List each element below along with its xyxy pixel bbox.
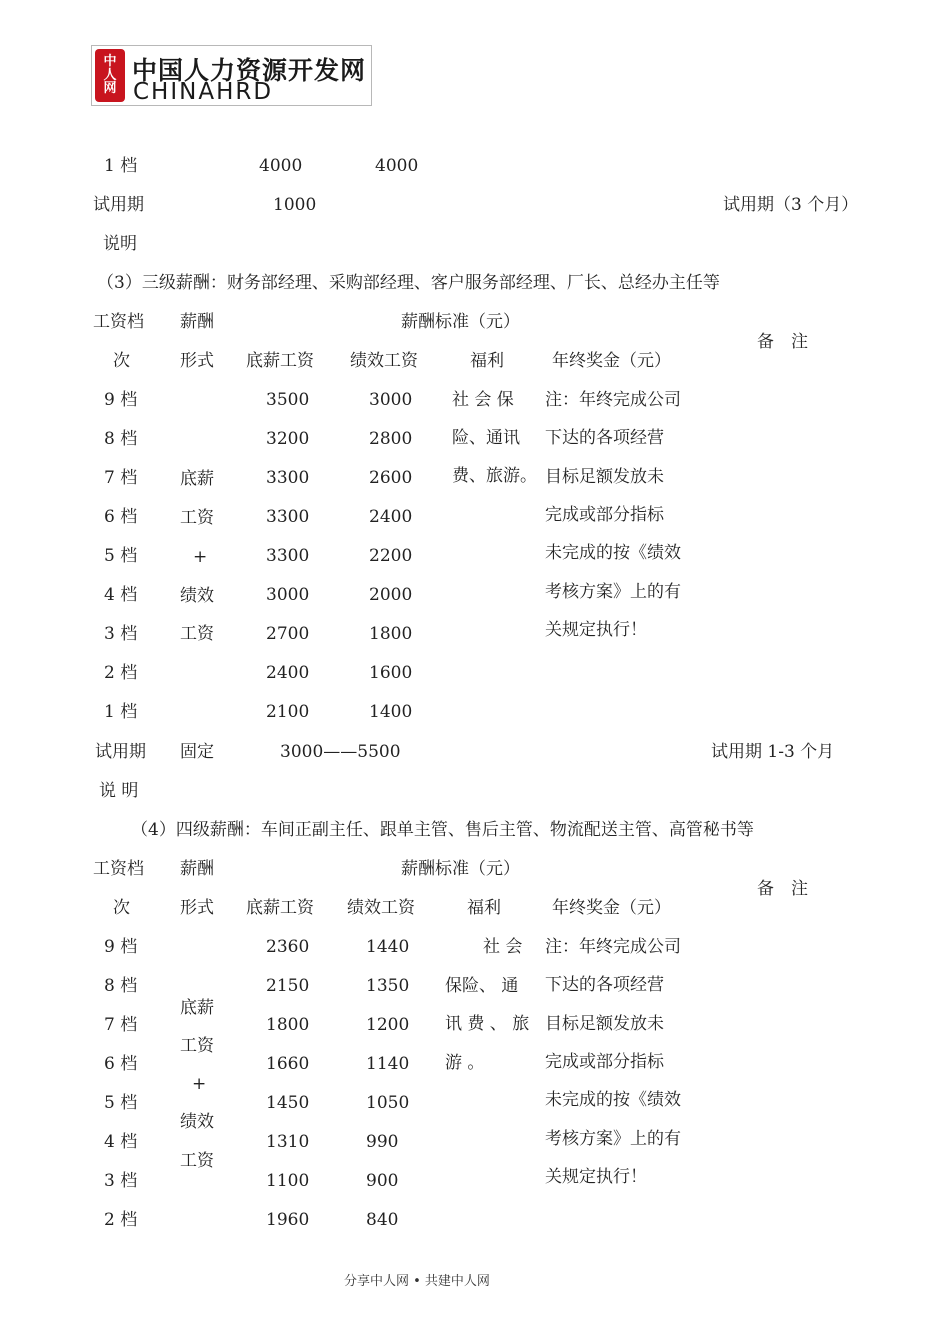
section4-header-standard: 薪酬标准（元） [401, 859, 520, 879]
section3-probation-value: 3000——5500 [280, 742, 401, 762]
salary-grade-cell: 4 档 [104, 585, 138, 605]
salary-grade-cell: 9 档 [104, 937, 138, 957]
section4-header-form: 形式 [180, 898, 214, 918]
salary-form-text: 底薪 [180, 469, 214, 489]
salary-form-text: + [193, 547, 208, 567]
base-salary-cell: 1960 [266, 1210, 310, 1230]
logo-mark-char: 网 [103, 81, 117, 97]
section3-probation-form: 固定 [180, 742, 214, 762]
top-row-grade: 1 档 [104, 156, 138, 176]
bonus-note-text: 下达的各项经营 [545, 975, 664, 996]
base-salary-cell: 2150 [266, 976, 310, 996]
performance-salary-cell: 2400 [369, 507, 413, 527]
section3-header-grade: 次 [113, 351, 130, 371]
base-salary-cell: 3300 [266, 507, 310, 527]
bonus-note-text: 下达的各项经营 [545, 428, 664, 449]
section3-header-standard: 薪酬标准（元） [401, 312, 520, 332]
base-salary-cell: 1100 [266, 1171, 310, 1191]
salary-grade-cell: 5 档 [104, 1093, 138, 1113]
salary-grade-cell: 8 档 [104, 976, 138, 996]
salary-grade-cell: 3 档 [104, 1171, 138, 1191]
base-salary-cell: 2700 [266, 624, 310, 644]
base-salary-cell: 1450 [266, 1093, 310, 1113]
section4-header-base: 底薪工资 [246, 898, 314, 918]
section3-header-perf: 绩效工资 [350, 351, 418, 371]
performance-salary-cell: 1800 [369, 624, 413, 644]
bonus-note-text: 考核方案》上的有 [545, 1128, 681, 1149]
bonus-note-text: 完成或部分指标 [545, 504, 664, 525]
section3-probation-label: 试用期 [95, 742, 146, 762]
base-salary-cell: 3200 [266, 429, 310, 449]
section3-header-bonus: 年终奖金（元） [552, 351, 671, 371]
salary-form-text: 工资 [180, 1036, 214, 1056]
salary-grade-cell: 4 档 [104, 1132, 138, 1152]
top-row-base: 4000 [259, 156, 303, 176]
section3-header-form: 薪酬 [180, 312, 214, 332]
performance-salary-cell: 1350 [366, 976, 410, 996]
section3-header-welfare: 福利 [470, 351, 504, 371]
bonus-note-text: 关规定执行！ [545, 1166, 647, 1187]
salary-form-text: 工资 [180, 508, 214, 528]
logo-english-text: CHINAHRD [133, 79, 274, 105]
salary-grade-cell: 1 档 [104, 702, 138, 722]
bonus-note-text: 关规定执行！ [545, 619, 647, 640]
page-footer: 分享中人网 • 共建中人网 [344, 1274, 490, 1289]
salary-grade-cell: 2 档 [104, 663, 138, 683]
salary-form-text: + [192, 1074, 207, 1094]
logo-mark-char: 人 [103, 67, 117, 83]
welfare-text: 社 会 保 [452, 390, 514, 410]
base-salary-cell: 2360 [266, 937, 310, 957]
salary-grade-cell: 6 档 [104, 1054, 138, 1074]
logo-mark [95, 49, 125, 102]
top-probation-note: 试用期（3 个月） [723, 195, 859, 215]
section4-title: （4）四级薪酬：车间正副主任、跟单主管、售后主管、物流配送主管、高管秘书等 [131, 820, 754, 840]
performance-salary-cell: 1600 [369, 663, 413, 683]
section4-header-bonus: 年终奖金（元） [552, 898, 671, 918]
chinahrd-logo [91, 45, 372, 106]
base-salary-cell: 1800 [266, 1015, 310, 1035]
performance-salary-cell: 1440 [366, 937, 410, 957]
top-explain: 说明 [103, 234, 137, 254]
salary-grade-cell: 9 档 [104, 390, 138, 410]
logo-mark-char: 中 [103, 54, 117, 70]
salary-form-text: 绩效 [180, 586, 214, 606]
performance-salary-cell: 1200 [366, 1015, 410, 1035]
salary-grade-cell: 6 档 [104, 507, 138, 527]
base-salary-cell: 3300 [266, 468, 310, 488]
performance-salary-cell: 1050 [366, 1093, 410, 1113]
section3-title: （3）三级薪酬：财务部经理、采购部经理、客户服务部经理、厂长、总经办主任等 [97, 273, 720, 293]
top-row-perf: 4000 [375, 156, 419, 176]
section3-probation-note: 试用期 1-3 个月 [711, 742, 835, 762]
salary-grade-cell: 8 档 [104, 429, 138, 449]
welfare-text: 讯 费 、 旅 [445, 1014, 530, 1034]
base-salary-cell: 2400 [266, 663, 310, 683]
welfare-text: 保险、 通 [445, 975, 519, 996]
bonus-note-text: 完成或部分指标 [545, 1051, 664, 1072]
section4-header-perf: 绩效工资 [347, 898, 415, 918]
top-probation-value: 1000 [273, 195, 317, 215]
welfare-text: 险、通讯 [452, 428, 520, 448]
welfare-text: 游 。 [445, 1052, 485, 1073]
section4-header-grade: 次 [113, 898, 130, 918]
bonus-note-text: 注：年终完成公司 [545, 390, 681, 410]
salary-form-text: 工资 [180, 624, 214, 644]
performance-salary-cell: 2200 [369, 546, 413, 566]
bonus-note-text: 目标足额发放未 [545, 1013, 664, 1034]
performance-salary-cell: 3000 [369, 390, 413, 410]
performance-salary-cell: 900 [366, 1171, 399, 1191]
bonus-note-text: 注：年终完成公司 [545, 937, 681, 957]
performance-salary-cell: 2600 [369, 468, 413, 488]
section3-header-base: 底薪工资 [246, 351, 314, 371]
salary-form-text: 工资 [180, 1151, 214, 1171]
salary-grade-cell: 7 档 [104, 1015, 138, 1035]
performance-salary-cell: 1140 [366, 1054, 410, 1074]
salary-form-text: 绩效 [180, 1112, 214, 1132]
salary-form-text: 底薪 [180, 998, 214, 1018]
base-salary-cell: 3500 [266, 390, 310, 410]
top-probation-label: 试用期 [93, 195, 144, 215]
welfare-text: 费、旅游。 [452, 466, 537, 486]
section3-header-form: 形式 [180, 351, 214, 371]
salary-grade-cell: 3 档 [104, 624, 138, 644]
welfare-text: 社 会 [483, 937, 523, 957]
section4-header-form: 薪酬 [180, 859, 214, 879]
bonus-note-text: 目标足额发放未 [545, 466, 664, 487]
base-salary-cell: 3000 [266, 585, 310, 605]
bonus-note-text: 未完成的按《绩效 [545, 543, 681, 564]
section4-header-grade: 工资档 [93, 859, 144, 879]
section3-header-remark: 备 注 [757, 332, 808, 352]
salary-grade-cell: 2 档 [104, 1210, 138, 1230]
base-salary-cell: 2100 [266, 702, 310, 722]
performance-salary-cell: 990 [366, 1132, 399, 1152]
salary-grade-cell: 5 档 [104, 546, 138, 566]
section3-explain: 说 明 [99, 781, 139, 801]
base-salary-cell: 1660 [266, 1054, 310, 1074]
section4-header-welfare: 福利 [467, 898, 501, 918]
bonus-note-text: 考核方案》上的有 [545, 581, 681, 602]
section4-header-remark: 备 注 [757, 879, 808, 899]
performance-salary-cell: 1400 [369, 702, 413, 722]
salary-grade-cell: 7 档 [104, 468, 138, 488]
logo-chinese-text: 中国人力资源开发网 [132, 56, 367, 85]
performance-salary-cell: 2800 [369, 429, 413, 449]
base-salary-cell: 1310 [266, 1132, 310, 1152]
performance-salary-cell: 840 [366, 1210, 399, 1230]
bonus-note-text: 未完成的按《绩效 [545, 1090, 681, 1111]
base-salary-cell: 3300 [266, 546, 310, 566]
section3-header-grade: 工资档 [93, 312, 144, 332]
performance-salary-cell: 2000 [369, 585, 413, 605]
